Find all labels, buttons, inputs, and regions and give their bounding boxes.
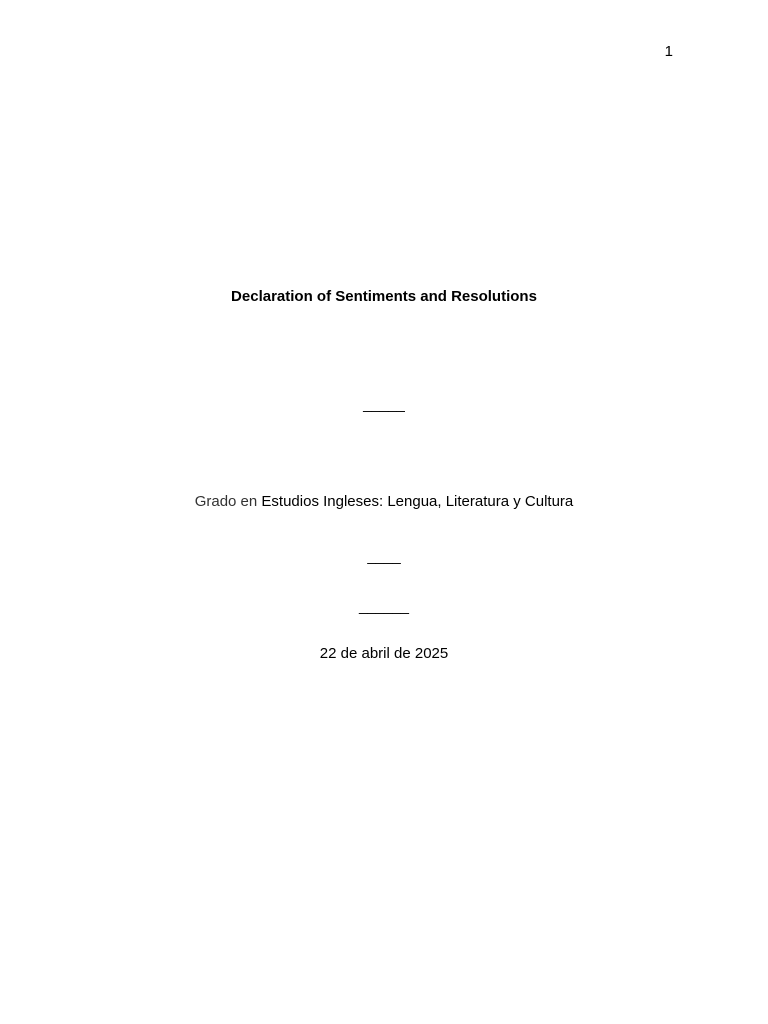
degree-program-name: Estudios Ingleses: Lengua, Literatura y Cultura	[261, 493, 574, 510]
degree-program-prefix: Grado en	[194, 493, 258, 510]
document-date: 22 de abril de 2025	[319, 645, 449, 662]
author-name-placeholder: _____	[363, 396, 405, 413]
page-number: 1	[664, 43, 673, 60]
instructor-placeholder: ______	[358, 598, 410, 615]
course-placeholder: ____	[367, 548, 401, 565]
degree-program	[0, 492, 768, 511]
document-title: Declaration of Sentiments and Resolutions	[231, 288, 537, 305]
